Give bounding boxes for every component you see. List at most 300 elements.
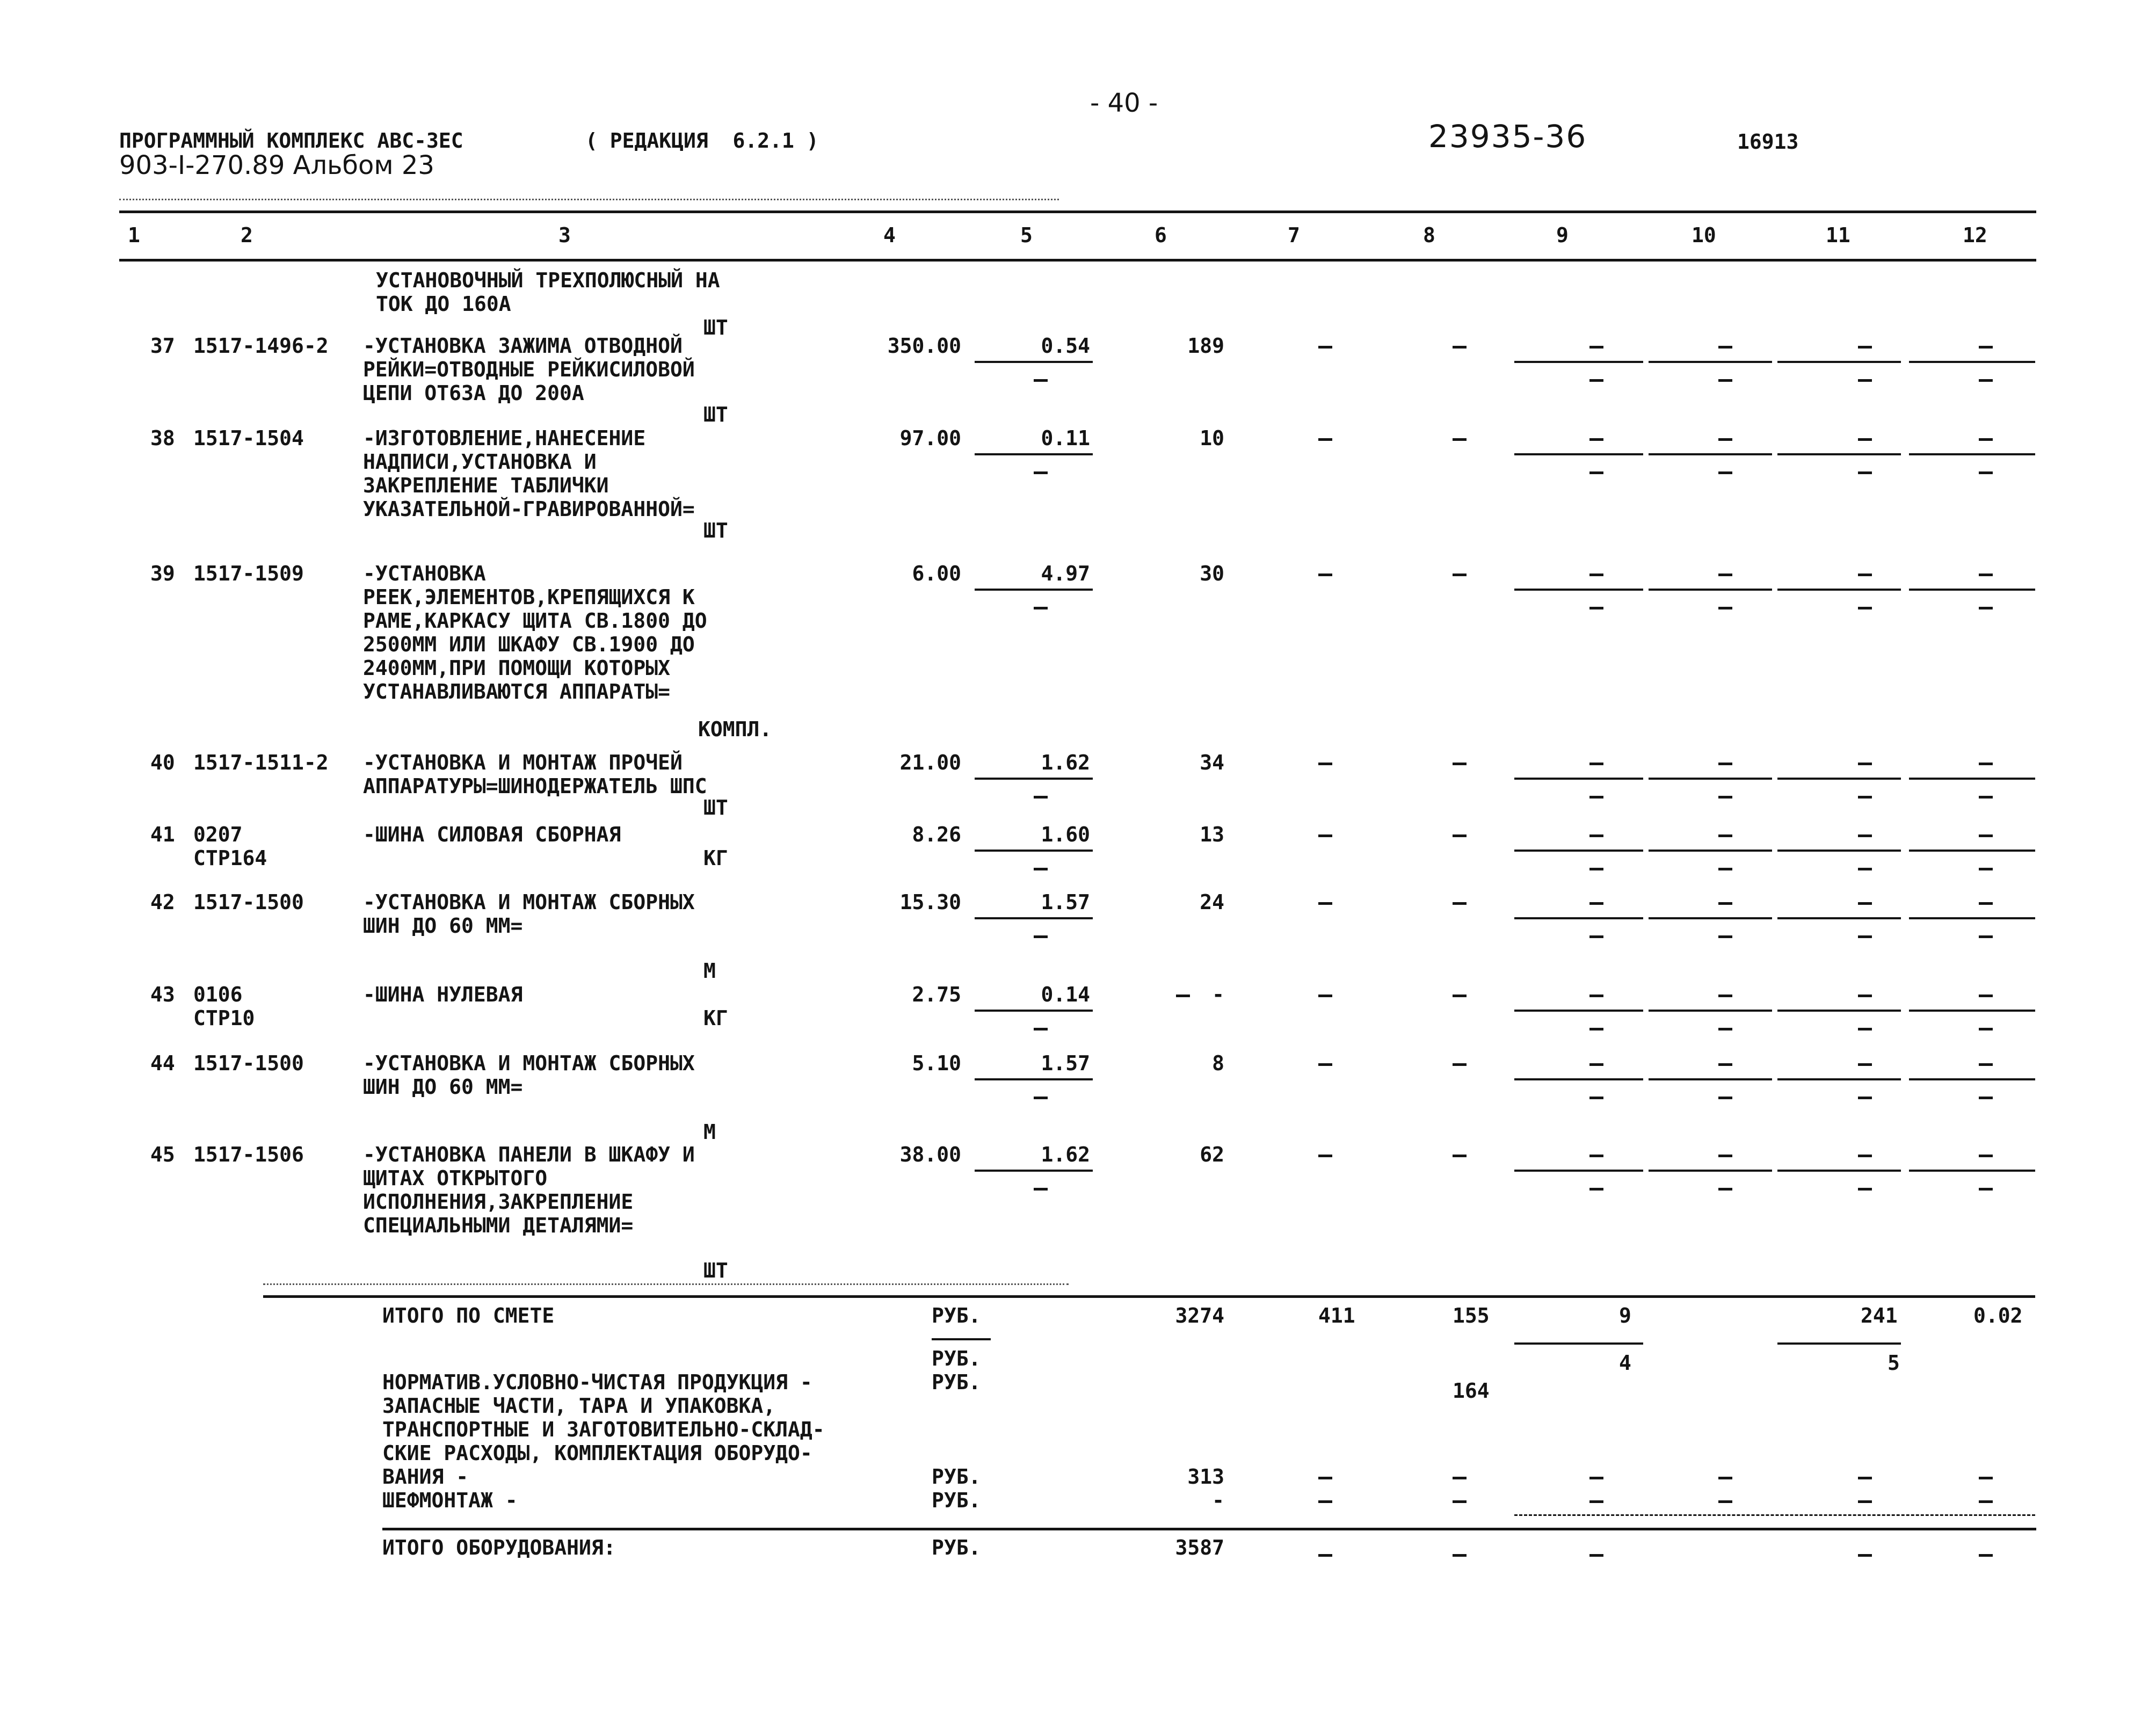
column-rule [1514,453,1643,455]
column-rule [1909,1010,2035,1012]
row-sub9-dash [1589,868,1603,870]
row-sub10-dash [1718,935,1732,938]
column-rule [1649,361,1772,363]
column-rule [1514,589,1643,591]
program-edition: ( РЕДАКЦИЯ 6.2.1 ) [585,129,819,153]
norm-dash [1589,1500,1603,1503]
column-rule [1649,917,1772,919]
row-col12-dash [1979,995,1993,997]
row-col8-dash [1453,834,1467,837]
norm-dash [1979,1477,1993,1479]
totals-col6: 3274 [1175,1304,1224,1327]
equip-col7-dash [1318,1554,1332,1557]
column-header: 11 [1826,223,1850,247]
row-col9-dash [1589,574,1603,576]
row-col7-dash [1318,834,1332,837]
row-col11-dash [1858,902,1872,905]
col9-rule [1514,1342,1643,1345]
totals-col9: 9 [1619,1304,1631,1327]
column-rule [1909,453,2035,455]
row-sub10-dash [1718,379,1732,382]
shef-col6: - [1212,1489,1224,1512]
row-sub5-dash [1034,471,1048,474]
column-header: 2 [241,223,253,247]
equip-rule [382,1528,2036,1530]
price-rule [975,589,1093,591]
equip-col9-dash [1589,1554,1603,1557]
dotted-rule [263,1283,1069,1285]
column-rule [1514,850,1643,852]
price-rule [975,1010,1093,1012]
column-rule [1649,850,1772,852]
row-col7-dash [1318,902,1332,905]
row-number: 40 [150,751,175,774]
norm-dash [1858,1477,1872,1479]
row-description: -УСТАНОВКА [363,562,486,585]
row-sub9-dash [1589,1097,1603,1099]
norm-dash [1858,1500,1872,1503]
row-sub12-dash [1979,607,1993,609]
column-rule [1649,1010,1772,1012]
price-rule [975,1170,1093,1172]
row-col8-dash [1453,574,1467,576]
row-code: 1517-1511-2 [193,751,329,774]
row-price: 4.97 [1041,562,1090,585]
row-col11-dash [1858,763,1872,765]
norm-dash [1318,1500,1332,1503]
row-qty: 8.26 [912,823,961,846]
row-qty: 21.00 [899,751,961,774]
row-sub5-dash [1034,1097,1048,1099]
row-total: - [1212,983,1224,1006]
document-number: 16913 [1737,130,1799,154]
row-sub10-dash [1718,1188,1732,1191]
row-qty: 350.00 [887,334,961,358]
row-sub12-dash [1979,935,1993,938]
row-code: 1517-1496-2 [193,334,329,358]
row-col11-dash [1858,346,1872,349]
row-sub12-dash [1979,1028,1993,1030]
row-unit: ШТ [703,403,728,426]
row-description: 2500ММ ИЛИ ШКАФУ СВ.1900 ДО [363,633,695,656]
row-col12-dash [1979,574,1993,576]
row-description: НАДПИСИ,УСТАНОВКА И [363,450,597,474]
row-price: 0.14 [1041,983,1090,1006]
row-description: ЦЕПИ ОТ63А ДО 200А [363,381,584,405]
column-rule [1777,361,1901,363]
row-description: ШИН ДО 60 ММ= [363,914,523,938]
row-unit: ШТ [703,796,728,819]
row-col9-dash [1589,1155,1603,1157]
row-sub11-dash [1858,796,1872,799]
row-sub10-dash [1718,1097,1732,1099]
price-rule [975,361,1093,363]
album-title: 903-I-270.89 Альбом 23 [119,150,434,180]
row-col12-dash [1979,346,1993,349]
row-number: 44 [150,1051,175,1075]
header-bottom-rule [119,259,2036,262]
row-number: 37 [150,334,175,358]
row-unit: ШТ [703,519,728,542]
row-col10-dash [1718,763,1732,765]
row-col11-dash [1858,1063,1872,1066]
row-col8-dash [1453,438,1467,441]
totals-sub11: 5 [1888,1351,1900,1375]
row-col12-dash [1979,1063,1993,1066]
norm-dash [1453,1500,1467,1503]
column-rule [1777,589,1901,591]
row-total: 24 [1200,890,1224,914]
row-col12-dash [1979,834,1993,837]
row-col10-dash [1718,834,1732,837]
row-code: 1517-1506 [193,1143,304,1166]
totals-unit: РУБ. [932,1304,981,1327]
column-header: 3 [558,223,571,247]
row-sub9-dash [1589,796,1603,799]
row-description: -УСТАНОВКА И МОНТАЖ ПРОЧЕЙ [363,751,683,774]
row-total: 13 [1200,823,1224,846]
norm-unit: РУБ. [932,1370,981,1394]
totals-sub9: 4 [1619,1351,1631,1375]
norm-rule [1514,1514,2035,1516]
row-sub5-dash [1034,379,1048,382]
row-sub9-dash [1589,1188,1603,1191]
row-unit: КОМПЛ. [698,717,772,741]
row-total: 10 [1200,426,1224,450]
row-sub10-dash [1718,868,1732,870]
row-col11-dash [1858,574,1872,576]
row-sub5-dash [1034,607,1048,609]
row-price: 1.62 [1041,751,1090,774]
norm-dash [1453,1477,1467,1479]
row-sub11-dash [1858,868,1872,870]
column-rule [1909,1078,2035,1080]
price-rule [975,453,1093,455]
totals-rule [263,1295,2035,1298]
column-header: 5 [1020,223,1033,247]
equip-col8-dash [1453,1554,1467,1557]
unit-rule [932,1338,991,1340]
row-code: СТР10 [193,1006,255,1030]
row-sub5-dash [1034,1028,1048,1030]
column-header: 6 [1155,223,1167,247]
row-price: 1.57 [1041,1051,1090,1075]
column-rule [1649,778,1772,780]
column-rule [1909,917,2035,919]
equip-total-label: ИТОГО ОБОРУДОВАНИЯ: [382,1536,616,1559]
row-qty: 38.00 [899,1143,961,1166]
row-sub11-dash [1858,1028,1872,1030]
price-rule [975,1078,1093,1080]
norm-line: ШЕФМОНТАЖ - [382,1489,518,1512]
row-col10-dash [1718,995,1732,997]
row-unit: М [703,959,716,983]
row-description: 2400ММ,ПРИ ПОМОЩИ КОТОРЫХ [363,656,670,680]
column-header: 9 [1556,223,1569,247]
row-qty: 2.75 [912,983,961,1006]
row-price: 1.57 [1041,890,1090,914]
row-col9-dash [1589,438,1603,441]
row-col9-dash [1589,834,1603,837]
row-col12-dash [1979,438,1993,441]
row-total: 62 [1200,1143,1224,1166]
row-col8-dash [1453,346,1467,349]
row-sub9-dash [1589,607,1603,609]
row-col9-dash [1589,1063,1603,1066]
norm-line: ВАНИЯ - [382,1465,469,1489]
row-col7-dash [1318,346,1332,349]
totals-col12: 0.02 [1973,1304,2023,1327]
row-sub11-dash [1858,471,1872,474]
row-col7-dash [1318,1155,1332,1157]
column-rule [1909,1170,2035,1172]
totals-col8: 155 [1453,1304,1490,1327]
column-rule [1777,778,1901,780]
equip-col11-dash [1858,1554,1872,1557]
row-description: -УСТАНОВКА ЗАЖИМА ОТВОДНОЙ [363,334,683,358]
column-header: 10 [1692,223,1716,247]
row-price: 0.54 [1041,334,1090,358]
row-col7-dash [1318,763,1332,765]
row-col12-dash [1979,902,1993,905]
row-qty: 15.30 [899,890,961,914]
row-sub10-dash [1718,1028,1732,1030]
row-description: ИСПОЛНЕНИЯ,ЗАКРЕПЛЕНИЕ [363,1190,634,1214]
row-col9-dash [1589,995,1603,997]
column-rule [1514,917,1643,919]
row-price: 1.62 [1041,1143,1090,1166]
norm-line: НОРМАТИВ.УСЛОВНО-ЧИСТАЯ ПРОДУКЦИЯ - [382,1370,812,1394]
norm-line: ЗАПАСНЫЕ ЧАСТИ, ТАРА И УПАКОВКА, [382,1394,776,1418]
row-sub9-dash [1589,471,1603,474]
row-col8-dash [1453,1063,1467,1066]
column-rule [1649,589,1772,591]
row-col7-dash [1318,1063,1332,1066]
compl-col6: 313 [1187,1465,1224,1489]
row-col8-dash [1453,995,1467,997]
row-number: 39 [150,562,175,585]
row-col8-dash [1453,1155,1467,1157]
row-col10-dash [1718,1063,1732,1066]
row-code: 1517-1509 [193,562,304,585]
row-col11-dash [1858,834,1872,837]
price-rule [975,778,1093,780]
row-col10-dash [1718,346,1732,349]
row-total: 30 [1200,562,1224,585]
row-col9-dash [1589,902,1603,905]
row-sub5-dash [1034,796,1048,799]
row-col6-dash [1176,995,1190,997]
row-qty: 5.10 [912,1051,961,1075]
row-price: 0.11 [1041,426,1090,450]
norm-unit: РУБ. [932,1347,981,1370]
column-rule [1514,1170,1643,1172]
row-description: -ИЗГОТОВЛЕНИЕ,НАНЕСЕНИЕ [363,426,646,450]
carry-text: УСТАНОВОЧНЫЙ ТРЕХПОЛЮСНЫЙ НА [376,268,720,292]
row-description: ЩИТАХ ОТКРЫТОГО [363,1166,548,1190]
norm-col8: 164 [1453,1379,1490,1403]
column-header: 12 [1963,223,1987,247]
dotted-rule [119,199,1059,200]
norm-unit: РУБ. [932,1489,981,1512]
row-description: ЗАКРЕПЛЕНИЕ ТАБЛИЧКИ [363,474,609,497]
row-code: 0106 [193,983,243,1006]
row-col10-dash [1718,902,1732,905]
row-col9-dash [1589,346,1603,349]
row-sub10-dash [1718,796,1732,799]
row-code: СТР164 [193,846,267,870]
row-sub12-dash [1979,1097,1993,1099]
row-description: -ШИНА НУЛЕВАЯ [363,983,523,1006]
row-code: 1517-1504 [193,426,304,450]
program-name: ПРОГРАММНЫЙ КОМПЛЕКС АВС-3ЕС [119,129,463,153]
price-rule [975,917,1093,919]
row-description: -УСТАНОВКА И МОНТАЖ СБОРНЫХ [363,890,695,914]
row-unit: КГ [703,846,728,870]
row-code: 1517-1500 [193,890,304,914]
row-sub10-dash [1718,607,1732,609]
row-qty: 97.00 [899,426,961,450]
row-sub12-dash [1979,868,1993,870]
row-sub9-dash [1589,1028,1603,1030]
row-sub11-dash [1858,607,1872,609]
row-unit: КГ [703,1006,728,1030]
row-sub9-dash [1589,935,1603,938]
totals-label: ИТОГО ПО СМЕТЕ [382,1304,555,1327]
column-rule [1909,589,2035,591]
carry-text: ТОК ДО 160А [376,292,511,316]
carry-unit: ШТ [703,316,728,339]
row-col9-dash [1589,763,1603,765]
norm-dash [1718,1477,1732,1479]
norm-dash [1589,1477,1603,1479]
column-rule [1777,917,1901,919]
column-rule [1649,1078,1772,1080]
column-header: 8 [1423,223,1435,247]
row-unit: М [703,1120,716,1144]
row-sub9-dash [1589,379,1603,382]
column-rule [1514,1010,1643,1012]
row-number: 41 [150,823,175,846]
column-rule [1777,1010,1901,1012]
row-sub11-dash [1858,379,1872,382]
row-sub10-dash [1718,471,1732,474]
column-rule [1777,453,1901,455]
row-col7-dash [1318,438,1332,441]
column-rule [1514,1078,1643,1080]
norm-dash [1979,1500,1993,1503]
price-rule [975,850,1093,852]
document-code: 23935-36 [1428,118,1587,155]
norm-dash [1318,1477,1332,1479]
row-col11-dash [1858,1155,1872,1157]
row-description: АППАРАТУРЫ=ШИНОДЕРЖАТЕЛЬ ШПС [363,774,707,798]
col11-rule [1777,1342,1901,1345]
header-top-rule [119,211,2036,213]
row-col11-dash [1858,438,1872,441]
row-col7-dash [1318,574,1332,576]
row-description: -УСТАНОВКА И МОНТАЖ СБОРНЫХ [363,1051,695,1075]
row-number: 43 [150,983,175,1006]
column-rule [1909,361,2035,363]
row-sub12-dash [1979,1188,1993,1191]
row-col8-dash [1453,902,1467,905]
row-price: 1.60 [1041,823,1090,846]
row-sub5-dash [1034,935,1048,938]
row-col10-dash [1718,574,1732,576]
totals-col11: 241 [1861,1304,1898,1327]
equip-col12-dash [1979,1554,1993,1557]
column-rule [1514,778,1643,780]
column-rule [1777,1170,1901,1172]
totals-col7: 411 [1318,1304,1355,1327]
row-description: -ШИНА СИЛОВАЯ СБОРНАЯ [363,823,621,846]
row-sub11-dash [1858,935,1872,938]
column-header: 1 [128,223,140,247]
row-number: 45 [150,1143,175,1166]
row-sub12-dash [1979,471,1993,474]
column-header: 7 [1288,223,1300,247]
column-rule [1649,453,1772,455]
row-col10-dash [1718,438,1732,441]
column-rule [1777,1078,1901,1080]
page-number: - 40 - [1090,88,1158,118]
row-number: 38 [150,426,175,450]
row-col12-dash [1979,1155,1993,1157]
row-description: УКАЗАТЕЛЬНОЙ-ГРАВИРОВАННОЙ= [363,497,695,521]
row-total: 189 [1187,334,1224,358]
row-sub12-dash [1979,796,1993,799]
row-description: -УСТАНОВКА ПАНЕЛИ В ШКАФУ И [363,1143,695,1166]
row-col10-dash [1718,1155,1732,1157]
column-rule [1909,850,2035,852]
column-rule [1514,361,1643,363]
row-code: 0207 [193,823,243,846]
row-sub11-dash [1858,1097,1872,1099]
column-rule [1649,1170,1772,1172]
row-description: РЕЕК,ЭЛЕМЕНТОВ,КРЕПЯЩИХСЯ К [363,585,695,609]
column-rule [1777,850,1901,852]
norm-dash [1718,1500,1732,1503]
row-sub5-dash [1034,868,1048,870]
row-total: 34 [1200,751,1224,774]
equip-total-unit: РУБ. [932,1536,981,1559]
row-code: 1517-1500 [193,1051,304,1075]
row-total: 8 [1212,1051,1224,1075]
row-col7-dash [1318,995,1332,997]
row-sub5-dash [1034,1188,1048,1191]
column-header: 4 [883,223,896,247]
row-description: РАМЕ,КАРКАСУ ЩИТА СВ.1800 ДО [363,609,707,633]
row-unit: ШТ [703,1259,728,1282]
row-col12-dash [1979,763,1993,765]
norm-unit: РУБ. [932,1465,981,1489]
row-description: ШИН ДО 60 ММ= [363,1075,523,1099]
row-description: РЕЙКИ=ОТВОДНЫЕ РЕЙКИСИЛОВОЙ [363,358,695,381]
row-description: СПЕЦИАЛЬНЫМИ ДЕТАЛЯМИ= [363,1214,634,1237]
row-qty: 6.00 [912,562,961,585]
row-sub11-dash [1858,1188,1872,1191]
row-col11-dash [1858,995,1872,997]
row-sub12-dash [1979,379,1993,382]
row-description: УСТАНАВЛИВАЮТСЯ АППАРАТЫ= [363,680,670,703]
row-number: 42 [150,890,175,914]
row-col8-dash [1453,763,1467,765]
column-rule [1909,778,2035,780]
equip-total-col6: 3587 [1175,1536,1224,1559]
norm-line: СКИЕ РАСХОДЫ, КОМПЛЕКТАЦИЯ ОБОРУДО- [382,1441,812,1465]
norm-line: ТРАНСПОРТНЫЕ И ЗАГОТОВИТЕЛЬНО-СКЛАД- [382,1418,825,1441]
